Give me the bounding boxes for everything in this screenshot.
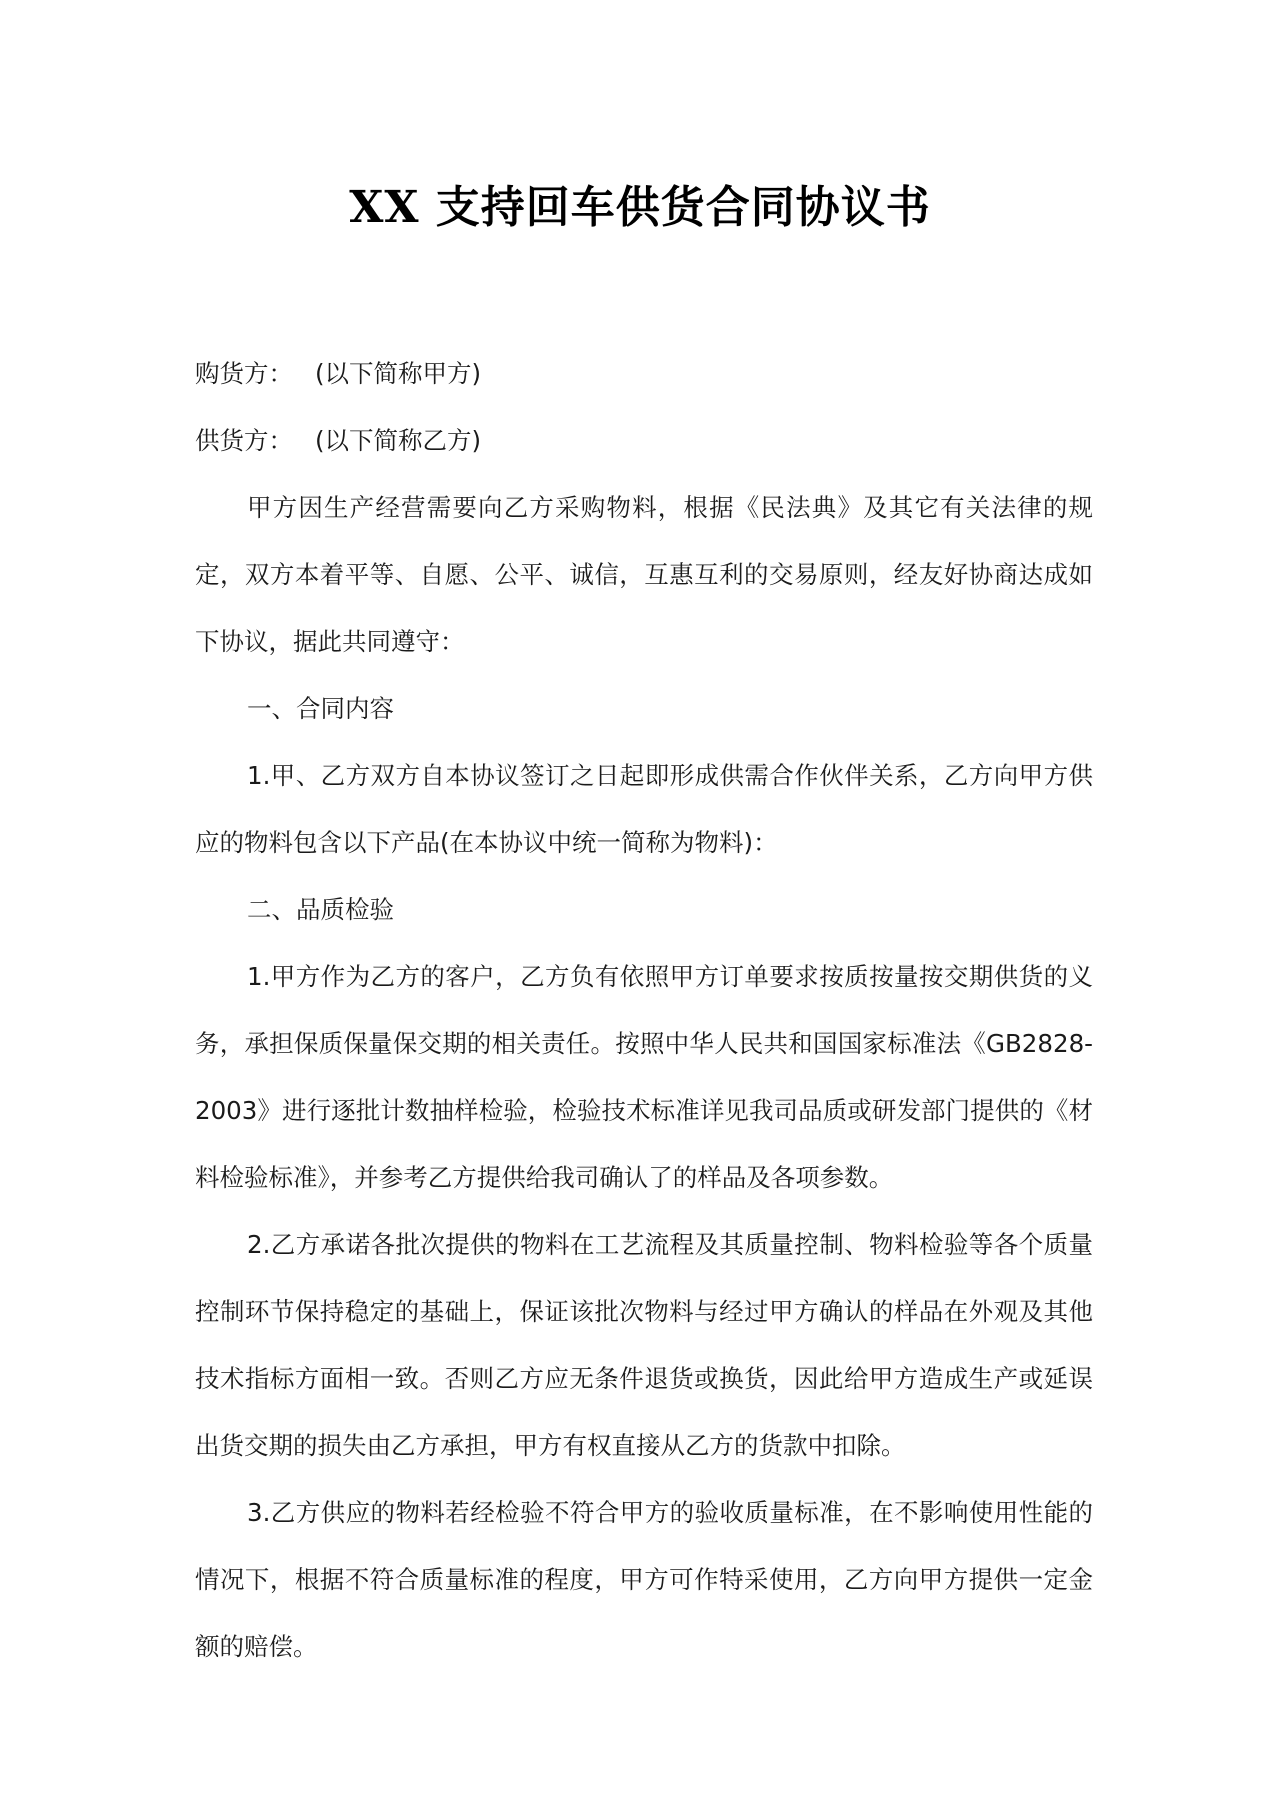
party-buyer (195, 340, 1093, 407)
document-body (195, 340, 1093, 1680)
party-buyer-note: (以下简称甲方) (315, 359, 482, 388)
document-title: XX 支持回车供货合同协议书 (349, 182, 931, 233)
party-buyer-label: 购货方： (195, 359, 293, 388)
party-supplier (195, 407, 1093, 474)
clause-1-1: 1.甲、乙方双方自本协议签订之日起即形成供需合作伙伴关系，乙方向甲方供应的物料包含以下产品(在本协议中统一简称为物料)： (195, 761, 1093, 857)
section-heading-contract-content: 一、合同内容 (247, 694, 394, 723)
preamble-paragraph: 甲方因生产经营需要向乙方采购物料，根据《民法典》及其它有关法律的规定，双方本着平等、自愿、公平、诚信，互惠互利的交易原则，经友好协商达成如下协议，据此共同遵守： (195, 493, 1093, 656)
party-supplier-note: (以下简称乙方) (315, 426, 482, 455)
clause-2-2: 2.乙方承诺各批次提供的物料在工艺流程及其质量控制、物料检验等各个质量控制环节保持稳定的基础上，保证该批次物料与经过甲方确认的样品在外观及其他技术指标方面相一致。否则乙方应无条件退货或换货，因此给甲方造成生产或延误出货交期的损失由乙方承担，甲方有权直接从乙方的货款中扣除。 (195, 1230, 1093, 1460)
clause-2-1: 1.甲方作为乙方的客户，乙方负有依照甲方订单要求按质按量按交期供货的义务，承担保质保量保交期的相关责任。按照中华人民共和国国家标准法《GB2828-2003》进行逐批计数抽样检验，检验技术标准详见我司品质或研发部门提供的《材料检验标准》，并参考乙方提供给我司确认了的样品及各项参数。 (195, 962, 1093, 1192)
section-heading-quality-inspection: 二、品质检验 (247, 895, 394, 924)
clause-2-3: 3.乙方供应的物料若经检验不符合甲方的验收质量标准，在不影响使用性能的情况下，根据不符合质量标准的程度，甲方可作特采使用，乙方向甲方提供一定金额的赔偿。 (195, 1498, 1093, 1661)
party-supplier-label: 供货方： (195, 426, 293, 455)
